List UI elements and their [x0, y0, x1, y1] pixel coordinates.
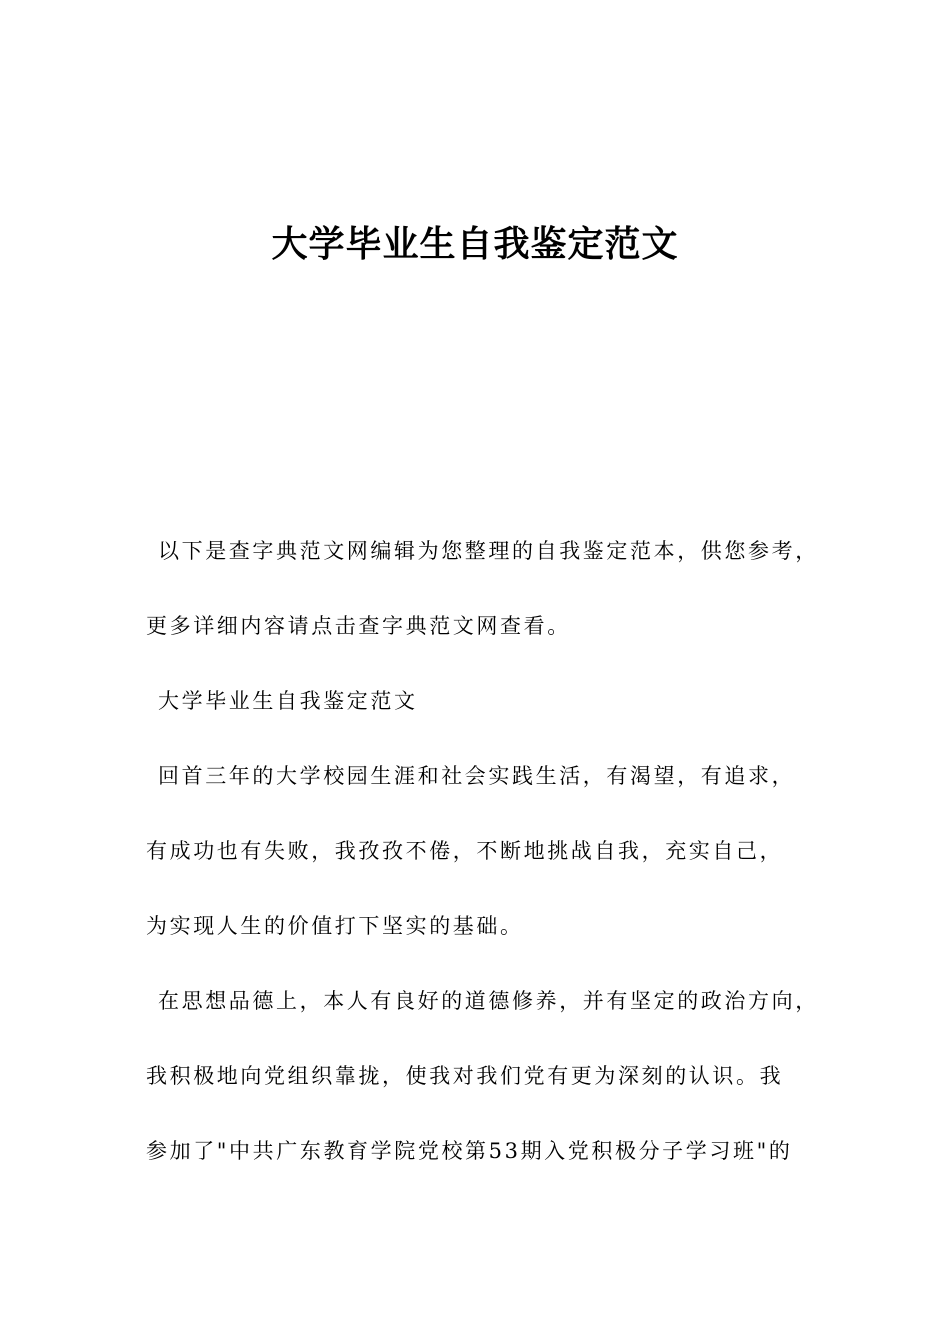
section-heading: 大学毕业生自我鉴定范文: [158, 689, 418, 713]
paragraph-1-line-3: 为实现人生的价值打下坚实的基础。: [146, 914, 524, 938]
paragraph-2-line-2: 我积极地向党组织靠拢，使我对我们党有更为深刻的认识。我: [146, 1064, 784, 1088]
document-title: 大学毕业生自我鉴定范文: [271, 224, 679, 265]
paragraph-1-line-2: 有成功也有失败，我孜孜不倦，不断地挑战自我，充实自己，: [146, 839, 784, 863]
intro-line-2: 更多详细内容请点击查字典范文网查看。: [146, 614, 571, 638]
paragraph-2-line-3: 参加了"中共广东教育学院党校第53期入党积极分子学习班"的: [146, 1139, 793, 1163]
intro-line-1: 以下是查字典范文网编辑为您整理的自我鉴定范本，供您参考，: [158, 539, 819, 563]
paragraph-2-line-1: 在思想品德上，本人有良好的道德修养，并有坚定的政治方向，: [158, 989, 819, 1013]
paragraph-1-line-1: 回首三年的大学校园生涯和社会实践生活，有渴望，有追求，: [158, 764, 796, 788]
